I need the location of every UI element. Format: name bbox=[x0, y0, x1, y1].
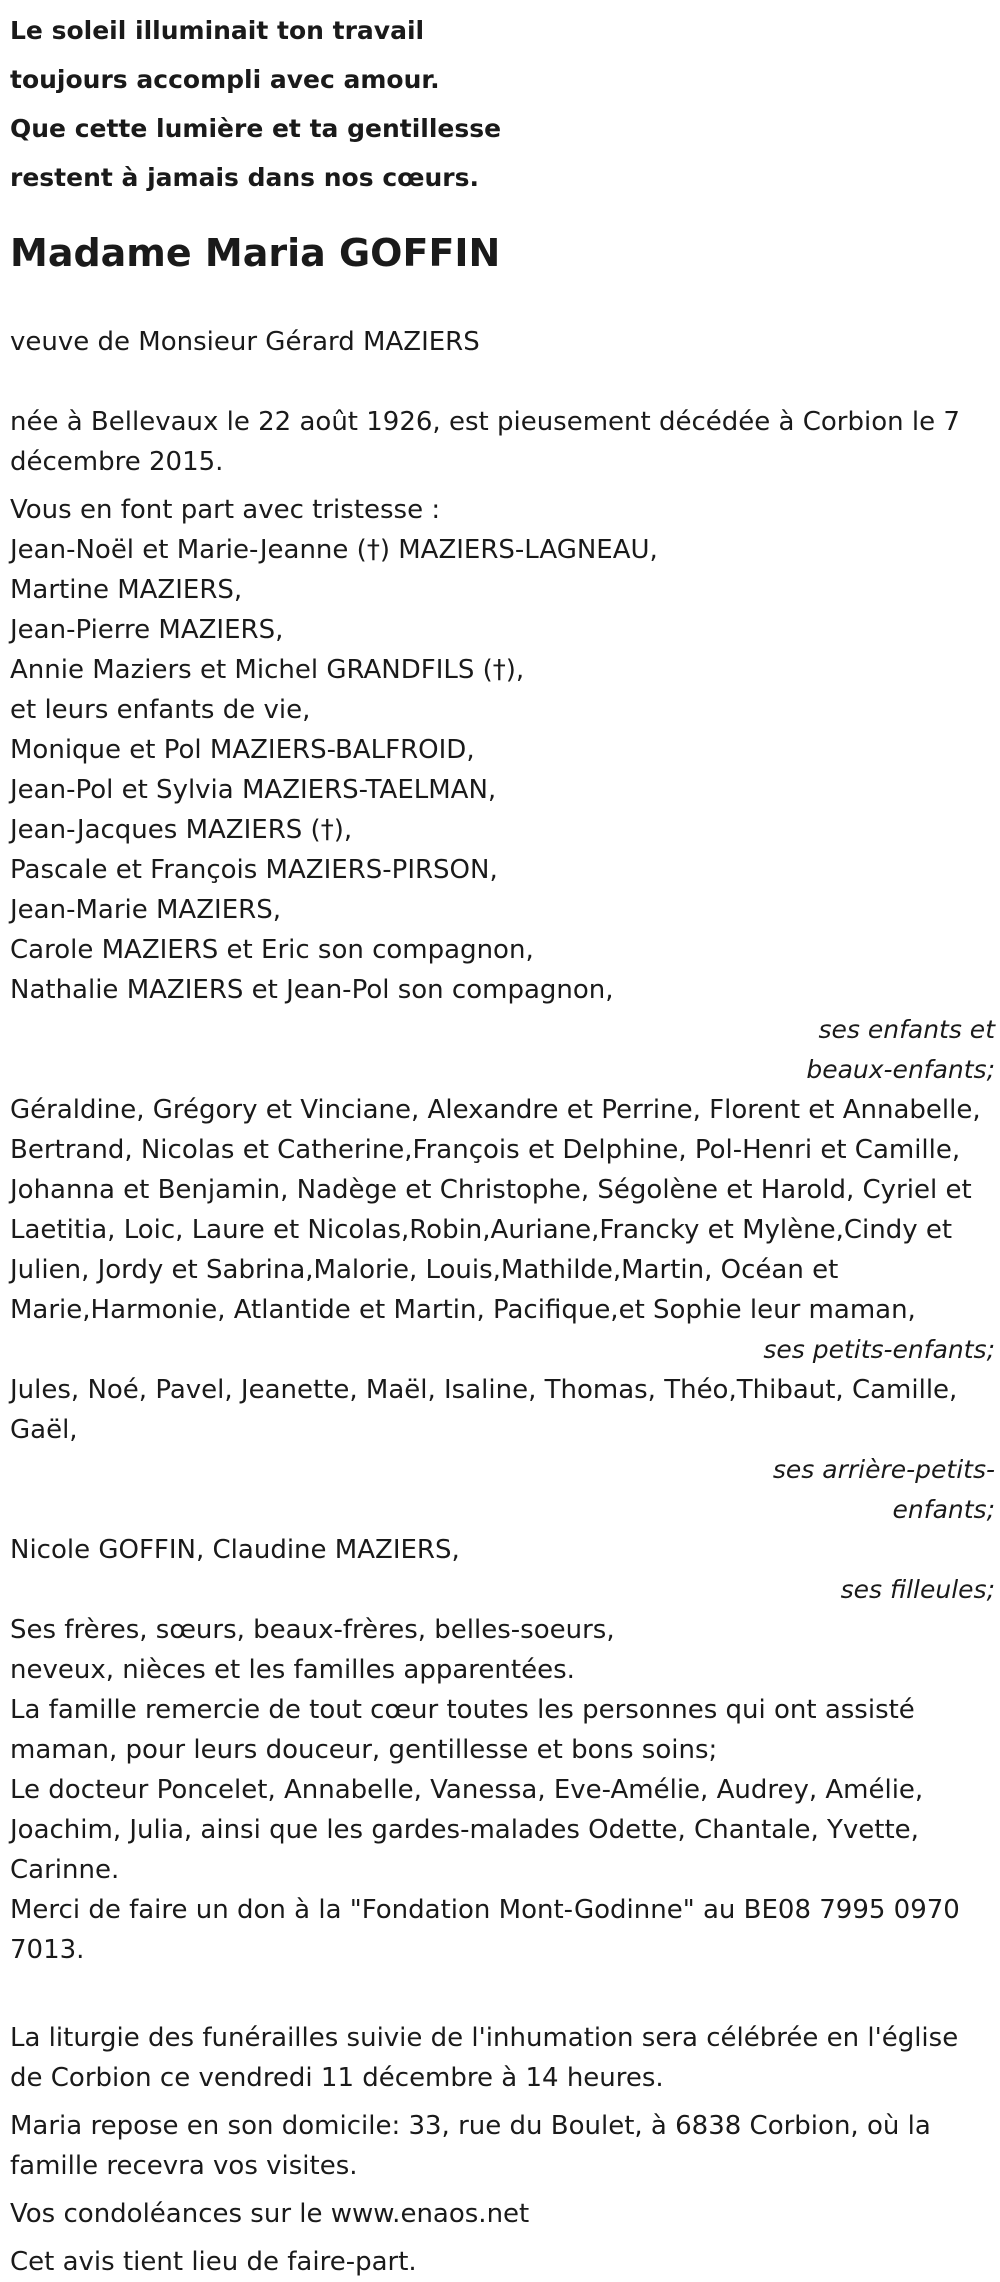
children-list bbox=[10, 530, 995, 1010]
birth-death-text: née à Bellevaux le 22 août 1926, est pieusement décédée à Corbion le 7 décembre 2015. bbox=[10, 407, 960, 477]
poem-line: toujours accompli avec amour. bbox=[10, 65, 440, 94]
extended-family-line: Ses frères, sœurs, beaux-frères, belles-soeurs, bbox=[10, 1615, 615, 1645]
list-item: Nathalie MAZIERS et Jean-Pol son compagnon, bbox=[10, 975, 614, 1005]
list-item: Jean-Pol et Sylvia MAZIERS-TAELMAN, bbox=[10, 775, 497, 805]
list-item: Jean-Jacques MAZIERS (†), bbox=[10, 815, 353, 845]
list-item: Jean-Pierre MAZIERS, bbox=[10, 615, 284, 645]
poem-line: restent à jamais dans nos cœurs. bbox=[10, 163, 479, 192]
poem bbox=[10, 6, 501, 202]
list-item: Monique et Pol MAZIERS-BALFROID, bbox=[10, 735, 475, 765]
caregivers-text: Le docteur Poncelet, Annabelle, Vanessa, Eve-Amélie, Audrey, Amélie, Joachim, Julia, ainsi que les gardes-malades Odette, Chantale, Yvette, Carinne. bbox=[10, 1775, 924, 1885]
grandchildren-text: Géraldine, Grégory et Vinciane, Alexandre et Perrine, Florent et Annabelle, Bertrand, Nicolas et Catherine,François et Delphine, Pol-Henri et Camille, Johanna et Benjamin, Nadège et Christophe, Ségolène et Harold, Cyriel et Laetitia, Loic, Laure et Nicolas,Robin,Auriane,Francky et Mylène,Cindy et Julien, Jordy et Sabrina,Malorie, Louis,Mathilde,Martin, Océan et Marie,Harmonie, Atlantide et Martin, Pacifique,et Sophie leur maman, bbox=[10, 1095, 981, 1325]
donation-text: Merci de faire un don à la "Fondation Mont-Godinne" au BE08 7995 0970 7013. bbox=[10, 1895, 960, 1965]
list-item: Annie Maziers et Michel GRANDFILS (†), bbox=[10, 655, 525, 685]
notice-text: Cet avis tient lieu de faire-part. bbox=[10, 2247, 417, 2277]
role-label: ses enfants et bbox=[818, 1015, 995, 1044]
poem-line: Le soleil illuminait ton travail bbox=[10, 16, 425, 45]
role-label: beaux-enfants; bbox=[806, 1055, 995, 1084]
role-label: ses petits-enfants; bbox=[763, 1335, 995, 1364]
role-label: enfants; bbox=[892, 1495, 995, 1524]
poem-line: Que cette lumière et ta gentillesse bbox=[10, 114, 502, 143]
condolences-text: Vos condoléances sur le www.enaos.net bbox=[10, 2199, 530, 2229]
goddaughters-text: Nicole GOFFIN, Claudine MAZIERS, bbox=[10, 1535, 460, 1565]
obituary-body bbox=[10, 322, 995, 2282]
extended-family-line: neveux, nièces et les familles apparentées. bbox=[10, 1655, 575, 1685]
list-item: Martine MAZIERS, bbox=[10, 575, 243, 605]
spouse-line: veuve de Monsieur Gérard MAZIERS bbox=[10, 327, 480, 357]
deceased-name: Madame Maria GOFFIN bbox=[10, 231, 501, 275]
list-item: Pascale et François MAZIERS-PIRSON, bbox=[10, 855, 498, 885]
role-label: ses arrière-petits- bbox=[772, 1455, 995, 1484]
list-item: Jean-Noël et Marie-Jeanne (†) MAZIERS-LAGNEAU, bbox=[10, 535, 658, 565]
thanks-text: La famille remercie de tout cœur toutes les personnes qui ont assisté maman, pour leurs douceur, gentillesse et bons soins; bbox=[10, 1695, 915, 1765]
role-label: ses filleules; bbox=[840, 1575, 995, 1604]
great-grandchildren-text: Jules, Noé, Pavel, Jeanette, Maël, Isaline, Thomas, Théo,Thibaut, Camille, Gaël, bbox=[10, 1375, 958, 1445]
list-item: et leurs enfants de vie, bbox=[10, 695, 311, 725]
liturgy-text: La liturgie des funérailles suivie de l'inhumation sera célébrée en l'église de Corbion ce vendredi 11 décembre à 14 heures. bbox=[10, 2023, 959, 2093]
resting-place-text: Maria repose en son domicile: 33, rue du Boulet, à 6838 Corbion, où la famille recevra vos visites. bbox=[10, 2111, 931, 2181]
announcement-intro: Vous en font part avec tristesse : bbox=[10, 495, 441, 525]
list-item: Carole MAZIERS et Eric son compagnon, bbox=[10, 935, 534, 965]
list-item: Jean-Marie MAZIERS, bbox=[10, 895, 281, 925]
